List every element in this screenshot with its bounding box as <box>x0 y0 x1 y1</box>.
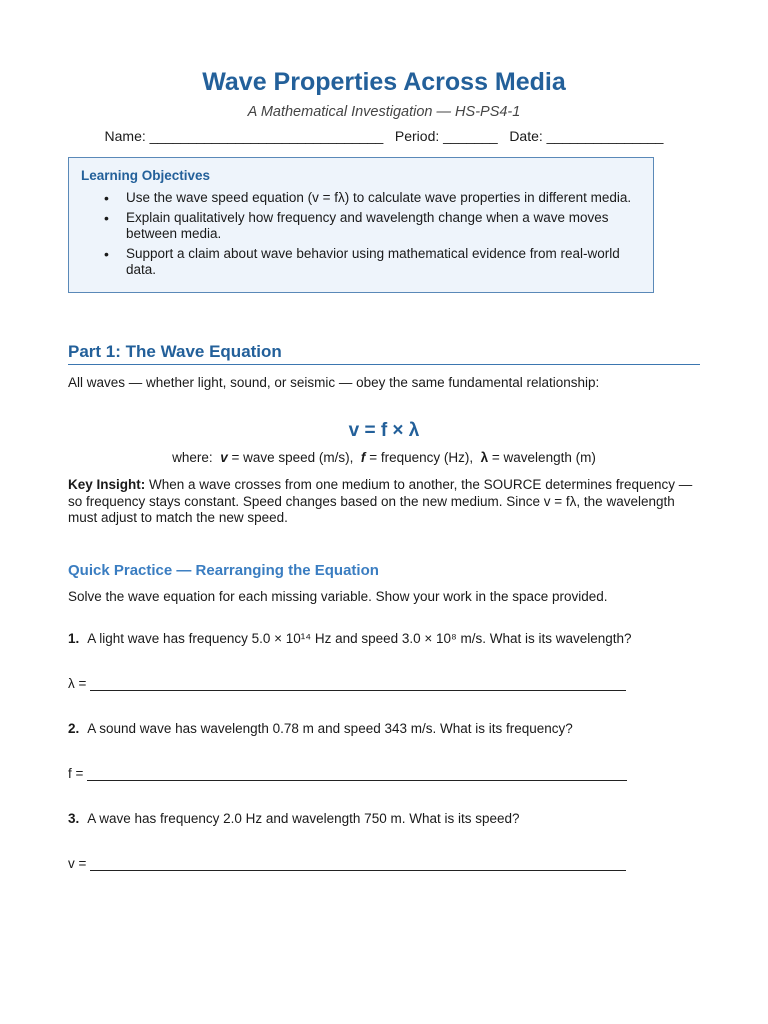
question-number: 3. <box>68 811 80 826</box>
part1-heading: Part 1: The Wave Equation <box>68 342 700 365</box>
page-subtitle: A Mathematical Investigation — HS-PS4-1 <box>247 104 521 120</box>
objectives-heading: Learning Objectives <box>81 168 211 183</box>
answer-blank[interactable] <box>90 856 626 871</box>
answer-blank[interactable] <box>87 766 627 781</box>
question-text: A wave has frequency 2.0 Hz and wavelength 750 m. What is its speed? <box>87 811 520 826</box>
key-insight <box>68 477 698 527</box>
practice-heading: Quick Practice — Rearranging the Equation <box>68 562 379 579</box>
key-insight-text: When a wave crosses from one medium to another, the SOURCE determines frequency — so frequency stays constant. Speed changes based on the new medium. Since v = fλ, the wavelength must adjust to match the new speed. <box>68 477 693 525</box>
question-number: 2. <box>68 721 80 736</box>
objective-item: • Explain qualitatively how frequency and wavelength change when a wave moves between media. <box>126 210 649 242</box>
var-symbol: λ <box>480 450 489 465</box>
var-symbol: f <box>360 450 366 465</box>
question-text: A sound wave has wavelength 0.78 m and speed 343 m/s. What is its frequency? <box>87 721 573 736</box>
objectives-list <box>69 190 649 282</box>
objective-item: • Use the wave speed equation (v = fλ) to calculate wave properties in different media. <box>126 190 649 206</box>
answer-row-2 <box>68 766 627 781</box>
answer-row-3 <box>68 856 626 871</box>
equation-legend <box>0 450 768 465</box>
practice-instructions: Solve the wave equation for each missing variable. Show your work in the space provided. <box>68 589 608 604</box>
answer-label: f = <box>68 766 84 781</box>
objective-item: • Support a claim about wave behavior using mathematical evidence from real-world data. <box>126 246 649 278</box>
question-number: 1. <box>68 631 80 646</box>
var-desc: = wavelength (m) <box>491 450 596 465</box>
where-label: where: <box>172 450 213 465</box>
var-desc: = frequency (Hz), <box>369 450 474 465</box>
part1-intro: All waves — whether light, sound, or seismic — obey the same fundamental relationship: <box>68 375 600 390</box>
var-desc: = wave speed (m/s), <box>231 450 354 465</box>
question-text: A light wave has frequency 5.0 × 10¹⁴ Hz and speed 3.0 × 10⁸ m/s. What is its wavelength? <box>87 631 632 646</box>
question-2 <box>68 721 708 736</box>
question-3 <box>68 811 708 826</box>
page-title: Wave Properties Across Media <box>202 68 566 96</box>
student-info-line: Name: ______________________________ Period: _______ Date: _______________ <box>104 128 664 144</box>
answer-row-1 <box>68 676 626 691</box>
learning-objectives-box <box>68 157 654 293</box>
answer-blank[interactable] <box>90 676 626 691</box>
answer-label: λ = <box>68 676 87 691</box>
key-insight-label: Key Insight: <box>68 477 146 492</box>
var-symbol: v <box>220 450 228 465</box>
wave-equation: v = f × λ <box>348 420 420 441</box>
answer-label: v = <box>68 856 87 871</box>
question-1 <box>68 631 708 646</box>
